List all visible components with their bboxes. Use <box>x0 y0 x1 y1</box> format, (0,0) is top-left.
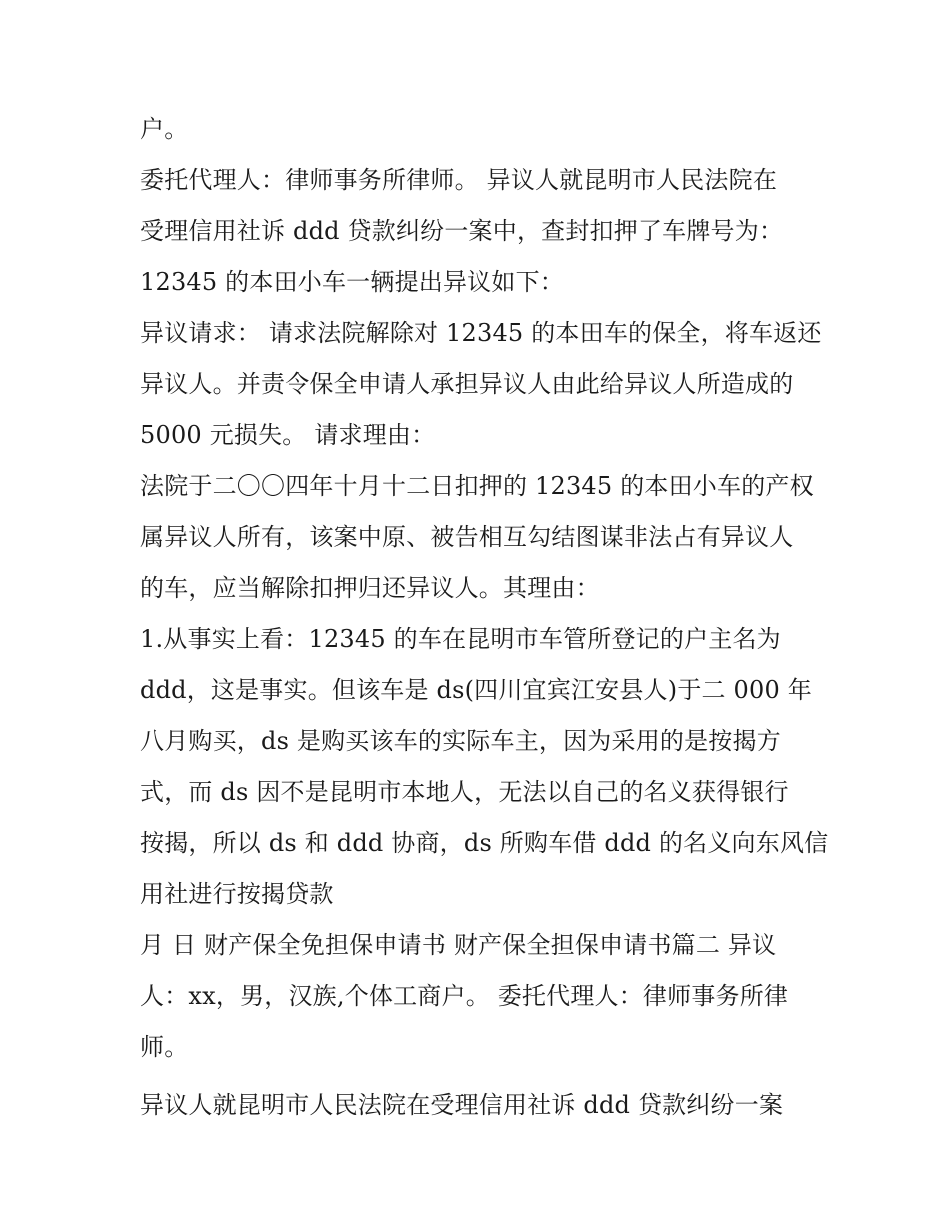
text-line-1: 户。 <box>140 115 189 143</box>
text-line-20: 异议人就昆明市人民法院在受理信用社诉 ddd 贷款纠纷一案 <box>140 1091 784 1119</box>
text-line-11: 1.从事实上看：12345 的车在昆明市车管所登记的户主名为 <box>140 625 781 653</box>
document-body <box>140 104 830 1131</box>
text-line-3: 受理信用社诉 ddd 贷款纠纷一案中，查封扣押了车牌号为： <box>140 217 784 245</box>
text-line-15: 按揭，所以 ds 和 ddd 协商，ds 所购车借 ddd 的名义向东风信 <box>140 829 829 857</box>
text-line-18: 人：xx，男，汉族,个体工商户。 委托代理人：律师事务所律 <box>140 982 789 1010</box>
text-line-13: 八月购买，ds 是购买该车的实际车主，因为采用的是按揭方 <box>140 727 781 755</box>
text-line-14: 式，而 ds 因不是昆明市本地人，无法以自己的名义获得银行 <box>140 778 789 806</box>
text-line-19: 师。 <box>140 1033 189 1061</box>
text-line-4: 12345 的本田小车一辆提出异议如下： <box>140 268 564 296</box>
text-line-2: 委托代理人：律师事务所律师。 异议人就昆明市人民法院在 <box>140 166 778 194</box>
text-line-7: 5000 元损失。 请求理由： <box>140 421 436 449</box>
text-line-9: 属异议人所有，该案中原、被告相互勾结图谋非法占有异议人 <box>140 523 794 551</box>
text-line-5: 异议请求： 请求法院解除对 12345 的本田车的保全，将车返还 <box>140 319 822 347</box>
text-line-10: 的车，应当解除扣押归还异议人。其理由： <box>140 574 600 602</box>
text-line-8: 法院于二〇〇四年十月十二日扣押的 12345 的本田小车的产权 <box>140 472 814 500</box>
text-line-16: 用社进行按揭贷款 <box>140 880 334 908</box>
text-line-12: ddd，这是事实。但该车是 ds(四川宜宾江安县人)于二 000 年 <box>140 676 812 704</box>
text-line-17: 月 日 财产保全免担保申请书 财产保全担保申请书篇二 异议 <box>140 931 777 959</box>
text-line-6: 异议人。并责令保全申请人承担异议人由此给异议人所造成的 <box>140 370 794 398</box>
